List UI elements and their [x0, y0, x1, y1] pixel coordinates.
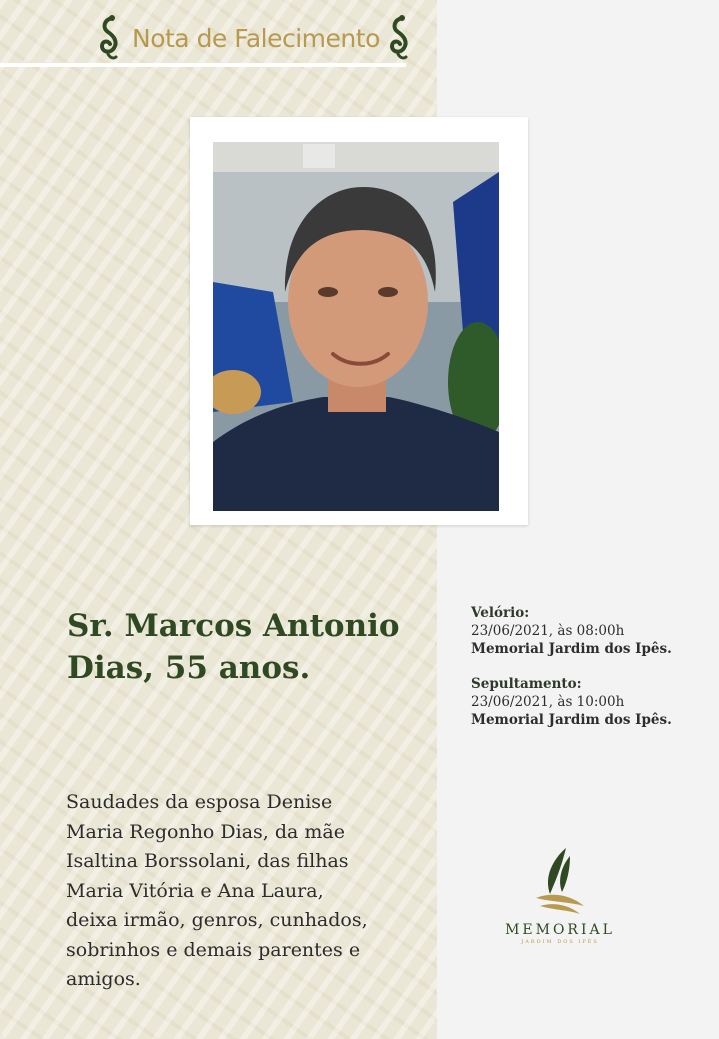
wake-datetime: 23/06/2021, às 08:00h: [471, 623, 625, 639]
treble-swirl-icon: [96, 14, 126, 62]
header: [96, 10, 436, 66]
header-divider: [0, 63, 406, 67]
tribute-line: Saudades da esposa Denise: [66, 791, 333, 813]
wake-info: [471, 604, 711, 658]
tribute-line: deixa irmão, genros, cunhados,: [66, 909, 368, 931]
tribute-line: sobrinhos e demais parentes e: [66, 938, 361, 961]
logo-subtitle: JARDIM DOS IPÊS: [521, 939, 599, 945]
burial-place: Memorial Jardim dos Ipês.: [471, 712, 672, 728]
tribute-text: [66, 788, 396, 995]
memorial-logo: [498, 846, 622, 956]
tribute-line: Maria Vitória e Ana Laura,: [66, 879, 324, 902]
deceased-name-line: Sr. Marcos Antonio: [67, 608, 400, 644]
tribute-line: Maria Regonho Dias, da mãe: [66, 820, 345, 843]
burial-datetime: 23/06/2021, às 10:00h: [471, 694, 625, 710]
photo-frame: [190, 117, 528, 525]
logo-name: MEMORIAL: [505, 922, 615, 938]
portrait-photo: [213, 142, 499, 511]
wake-label: Velório:: [471, 605, 530, 621]
tribute-line: Isaltina Borssolani, das filhas: [66, 850, 349, 872]
wake-place: Memorial Jardim dos Ipês.: [471, 641, 672, 657]
burial-info: [471, 675, 711, 729]
deceased-name-line: Dias, 55 anos.: [67, 650, 311, 686]
burial-label: Sepultamento:: [471, 676, 582, 692]
deceased-name: [67, 605, 427, 689]
leaf-emblem-icon: [530, 846, 590, 920]
treble-swirl-icon: [386, 14, 416, 62]
page-title: Nota de Falecimento: [132, 23, 380, 53]
tribute-line: amigos.: [66, 968, 141, 990]
